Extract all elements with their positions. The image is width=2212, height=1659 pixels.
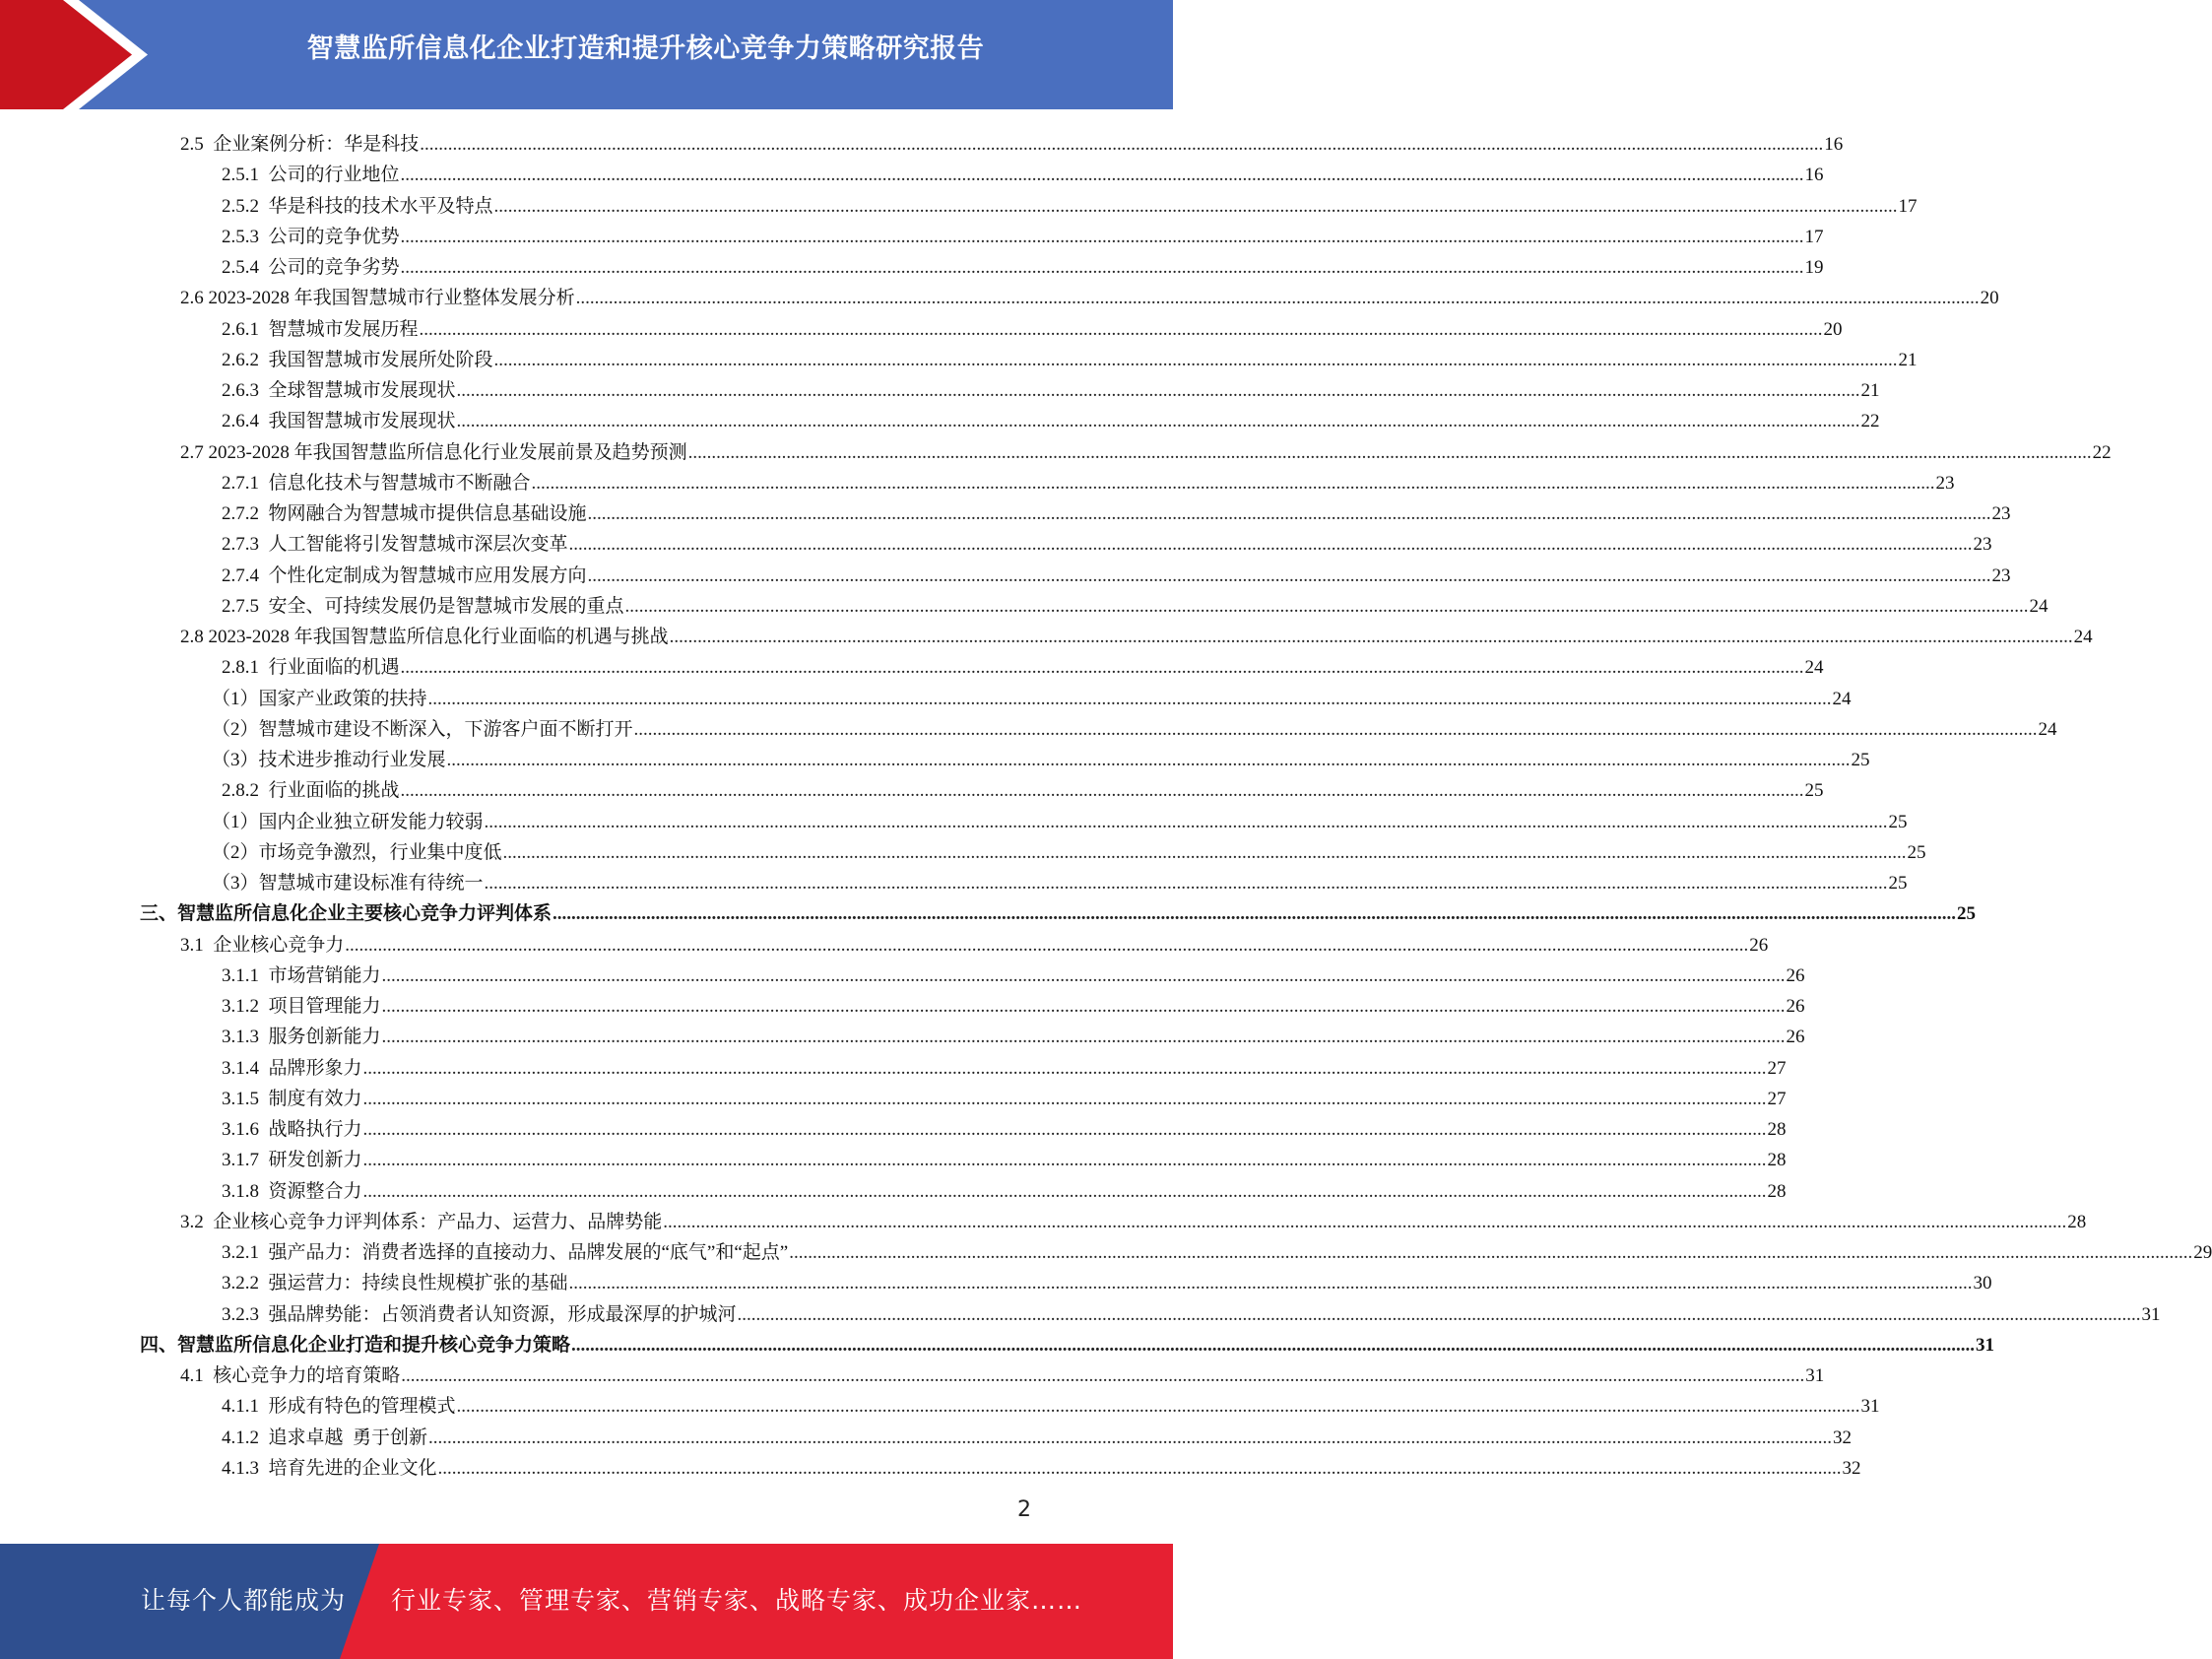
toc-entry-page: 24	[2038, 719, 2057, 740]
toc-entry-page: 16	[1804, 165, 1824, 185]
toc-entry-label: 2.6.1 智慧城市发展历程	[222, 319, 419, 340]
toc-leader-dots: ............................................................................................................................................................................................................................................................................................................	[428, 1427, 1833, 1448]
toc-entry-page: 32	[1842, 1458, 1861, 1479]
toc-entry[interactable]	[222, 1080, 1787, 1110]
toc-leader-dots: ............................................................................................................................................................................................................................................................................................................	[669, 627, 2073, 647]
toc-entry-label: 3.1 企业核心竞争力	[180, 935, 345, 956]
toc-leader-dots: ............................................................................................................................................................................................................................................................................................................	[401, 1365, 1805, 1386]
toc-leader-dots: ............................................................................................................................................................................................................................................................................................................	[687, 442, 2092, 463]
toc-leader-dots: ............................................................................................................................................................................................................................................................................................................	[427, 689, 1832, 709]
toc-entry-label: 3.1.3 服务创新能力	[222, 1027, 381, 1047]
toc-entry-page: 19	[1804, 257, 1824, 278]
toc-entry-page: 20	[1980, 288, 1999, 308]
toc-leader-dots: ............................................................................................................................................................................................................................................................................................................	[420, 134, 1824, 155]
toc-entry[interactable]	[222, 1172, 1787, 1203]
toc-entry-page: 21	[1860, 380, 1880, 401]
toc-leader-dots: ............................................................................................................................................................................................................................................................................................................	[381, 996, 1786, 1017]
toc-entry[interactable]	[222, 464, 1955, 495]
toc-entry-label: 3.1.1 市场营销能力	[222, 965, 381, 986]
toc-entry[interactable]	[222, 525, 1992, 556]
toc-entry[interactable]	[212, 710, 2057, 741]
toc-entry-label: 2.7.3 人工智能将引发智慧城市深层次变革	[222, 534, 568, 555]
toc-entry-label: 2.7.4 个性化定制成为智慧城市应用发展方向	[222, 565, 587, 586]
toc-entry[interactable]	[212, 864, 1908, 895]
toc-entry[interactable]	[222, 218, 1824, 248]
toc-entry-page: 27	[1767, 1058, 1787, 1079]
toc-leader-dots: ............................................................................................................................................................................................................................................................................................................	[587, 503, 1991, 524]
toc-entry[interactable]	[212, 741, 1870, 771]
toc-entry[interactable]	[222, 1449, 1861, 1480]
toc-entry-label: 3.2.1 强产品力：消费者选择的直接动力、品牌发展的“底气”和“起点”	[222, 1242, 789, 1263]
toc-entry-page: 31	[1976, 1335, 1995, 1356]
toc-entry-label: 3.1.7 研发创新力	[222, 1150, 362, 1170]
toc-entry-label: （2）智慧城市建设不断深入，下游客户面不断打开	[212, 719, 633, 740]
toc-leader-dots: ............................................................................................................................................................................................................................................................................................................	[400, 657, 1804, 678]
toc-entry-label: 三、智慧监所信息化企业主要核心竞争力评判体系	[140, 903, 553, 924]
toc-leader-dots: ............................................................................................................................................................................................................................................................................................................	[362, 1089, 1767, 1109]
toc-leader-dots: ............................................................................................................................................................................................................................................................................................................	[568, 1273, 1973, 1294]
toc-entry[interactable]	[222, 156, 1824, 186]
toc-entry-page: 22	[2092, 442, 2112, 463]
toc-leader-dots: ............................................................................................................................................................................................................................................................................................................	[737, 1304, 2141, 1325]
toc-entry[interactable]	[180, 279, 1999, 309]
toc-leader-dots: ............................................................................................................................................................................................................................................................................................................	[663, 1212, 2067, 1232]
toc-entry-page: 23	[1991, 565, 2011, 586]
toc-entry-page: 25	[1804, 780, 1824, 801]
toc-leader-dots: ............................................................................................................................................................................................................................................................................................................	[362, 1058, 1767, 1079]
toc-entry[interactable]	[222, 310, 1843, 341]
toc-entry-label: 2.7.2 物网融合为智慧城市提供信息基础设施	[222, 503, 587, 524]
toc-leader-dots: ............................................................................................................................................................................................................................................................................................................	[493, 350, 1898, 370]
toc-entry-label: 4.1.3 培育先进的企业文化	[222, 1458, 437, 1479]
toc-leader-dots: ............................................................................................................................................................................................................................................................................................................	[381, 965, 1786, 986]
toc-entry[interactable]	[212, 680, 1852, 710]
toc-entry-label: 2.5.1 公司的行业地位	[222, 165, 400, 185]
toc-entry[interactable]	[222, 1387, 1880, 1418]
toc-entry-page: 17	[1804, 227, 1824, 247]
toc-entry-page: 25	[1888, 812, 1908, 832]
toc-entry-page: 25	[1888, 873, 1908, 894]
toc-entry-label: 2.6.3 全球智慧城市发展现状	[222, 380, 456, 401]
footer-slogan-right: 行业专家、管理专家、营销专家、战略专家、成功企业家……	[391, 1586, 1083, 1615]
toc-entry[interactable]	[222, 771, 1824, 802]
toc-entry[interactable]	[180, 433, 2112, 464]
toc-entry-label: （3）技术进步推动行业发展	[212, 750, 446, 770]
toc-entry-page: 24	[1804, 657, 1824, 678]
toc-entry-page: 22	[1860, 411, 1880, 431]
toc-entry-page: 16	[1824, 134, 1844, 155]
toc-entry-label: 3.1.5 制度有效力	[222, 1089, 362, 1109]
toc-entry-label: 2.7.5 安全、可持续发展仍是智慧城市发展的重点	[222, 596, 624, 617]
toc-entry-page: 23	[1991, 503, 2011, 524]
toc-leader-dots: ............................................................................................................................................................................................................................................................................................................	[484, 812, 1888, 832]
toc-entry-page: 24	[2073, 627, 2093, 647]
toc-entry-page: 26	[1786, 996, 1805, 1017]
toc-leader-dots: ............................................................................................................................................................................................................................................................................................................	[789, 1242, 2193, 1263]
toc-leader-dots: ............................................................................................................................................................................................................................................................................................................	[484, 873, 1888, 894]
toc-leader-dots: ............................................................................................................................................................................................................................................................................................................	[493, 196, 1898, 217]
toc-entry-label: （3）智慧城市建设标准有待统一	[212, 873, 484, 894]
toc-entry[interactable]	[222, 648, 1824, 679]
toc-entry-page: 26	[1749, 935, 1769, 956]
toc-entry[interactable]	[180, 1357, 1825, 1387]
toc-leader-dots: ............................................................................................................................................................................................................................................................................................................	[575, 288, 1980, 308]
toc-entry-label: （2）市场竞争激烈，行业集中度低	[212, 842, 502, 863]
toc-entry-page: 25	[1957, 903, 1977, 924]
report-title: 智慧监所信息化企业打造和提升核心竞争力策略研究报告	[306, 33, 985, 64]
toc-entry-page: 31	[1860, 1396, 1880, 1417]
toc-leader-dots: ............................................................................................................................................................................................................................................................................................................	[456, 411, 1860, 431]
toc-entry-label: （1）国内企业独立研发能力较弱	[212, 812, 484, 832]
toc-leader-dots: ............................................................................................................................................................................................................................................................................................................	[446, 750, 1851, 770]
toc-entry-label: 3.2 企业核心竞争力评判体系：产品力、运营力、品牌势能	[180, 1212, 663, 1232]
toc-entry-page: 32	[1833, 1427, 1853, 1448]
toc-entry[interactable]	[222, 1141, 1787, 1171]
toc-entry[interactable]	[222, 341, 1918, 371]
toc-leader-dots: ............................................................................................................................................................................................................................................................................................................	[345, 935, 1749, 956]
toc-entry[interactable]	[180, 618, 2093, 648]
toc-entry-label: 2.5.3 公司的竞争优势	[222, 227, 400, 247]
toc-entry-label: 2.5 企业案例分析：华是科技	[180, 134, 420, 155]
toc-entry[interactable]	[222, 1233, 2212, 1264]
toc-entry[interactable]	[212, 833, 1926, 864]
toc-entry-page: 31	[2141, 1304, 2161, 1325]
toc-entry-page: 28	[1767, 1150, 1787, 1170]
toc-leader-dots: ............................................................................................................................................................................................................................................................................................................	[437, 1458, 1842, 1479]
toc-leader-dots: ............................................................................................................................................................................................................................................................................................................	[419, 319, 1823, 340]
toc-entry-page: 31	[1805, 1365, 1825, 1386]
toc-entry-label: 3.1.6 战略执行力	[222, 1119, 362, 1140]
toc-leader-dots: ............................................................................................................................................................................................................................................................................................................	[553, 903, 1957, 924]
header-chevron-icon	[0, 0, 167, 109]
toc-entry[interactable]	[222, 987, 1805, 1018]
toc-entry-label: 3.1.4 品牌形象力	[222, 1058, 362, 1079]
toc-entry-page: 29	[2193, 1242, 2212, 1263]
toc-entry-label: 2.5.4 公司的竞争劣势	[222, 257, 400, 278]
toc-entry-label: 4.1.2 追求卓越 勇于创新	[222, 1427, 428, 1448]
toc-leader-dots: ............................................................................................................................................................................................................................................................................................................	[400, 165, 1804, 185]
toc-entry-page: 24	[2029, 596, 2049, 617]
toc-leader-dots: ............................................................................................................................................................................................................................................................................................................	[456, 380, 1860, 401]
page-number: 2	[1017, 1497, 1031, 1522]
toc-entry-label: 2.8.2 行业面临的挑战	[222, 780, 400, 801]
toc-entry[interactable]	[180, 926, 1769, 957]
toc-entry-page: 26	[1786, 1027, 1805, 1047]
toc-entry[interactable]	[140, 895, 1977, 925]
toc-entry-page: 30	[1973, 1273, 1992, 1294]
toc-leader-dots: ............................................................................................................................................................................................................................................................................................................	[400, 257, 1804, 278]
toc-entry-page: 27	[1767, 1089, 1787, 1109]
toc-leader-dots: ............................................................................................................................................................................................................................................................................................................	[624, 596, 2029, 617]
toc-entry-label: 2.8.1 行业面临的机遇	[222, 657, 400, 678]
toc-entry-label: 3.2.3 强品牌势能：占领消费者认知资源，形成最深厚的护城河	[222, 1304, 737, 1325]
toc-entry-page: 17	[1898, 196, 1918, 217]
toc-leader-dots: ............................................................................................................................................................................................................................................................................................................	[362, 1150, 1767, 1170]
toc-entry-page: 26	[1786, 965, 1805, 986]
toc-entry-label: 2.6.2 我国智慧城市发展所处阶段	[222, 350, 493, 370]
toc-entry[interactable]	[222, 402, 1880, 432]
toc-leader-dots: ............................................................................................................................................................................................................................................................................................................	[571, 1335, 1976, 1356]
toc-entry[interactable]	[180, 1203, 2087, 1233]
toc-entry[interactable]	[222, 957, 1805, 987]
toc-entry-page: 28	[2067, 1212, 2087, 1232]
toc-entry-page: 28	[1767, 1181, 1787, 1202]
toc-entry-label: 四、智慧监所信息化企业打造和提升核心竞争力策略	[140, 1335, 571, 1356]
toc-entry[interactable]	[212, 803, 1908, 833]
toc-entry[interactable]	[222, 1419, 1853, 1449]
toc-leader-dots: ............................................................................................................................................................................................................................................................................................................	[568, 534, 1973, 555]
toc-leader-dots: ............................................................................................................................................................................................................................................................................................................	[502, 842, 1907, 863]
toc-entry-label: 2.8 2023-2028 年我国智慧监所信息化行业面临的机遇与挑战	[180, 627, 669, 647]
toc-entry[interactable]	[222, 1295, 2161, 1326]
toc-entry-page: 20	[1823, 319, 1843, 340]
page-footer	[0, 1544, 1173, 1659]
toc-entry[interactable]	[222, 587, 2049, 618]
toc-entry-page: 24	[1832, 689, 1852, 709]
toc-entry-label: 2.6.4 我国智慧城市发展现状	[222, 411, 456, 431]
toc-entry-page: 28	[1767, 1119, 1787, 1140]
toc-entry[interactable]	[222, 557, 2011, 587]
toc-entry[interactable]	[222, 1264, 1992, 1294]
toc-entry[interactable]	[222, 371, 1880, 402]
toc-entry[interactable]	[222, 1018, 1805, 1048]
toc-entry-page: 23	[1935, 473, 1955, 494]
toc-leader-dots: ............................................................................................................................................................................................................................................................................................................	[362, 1119, 1767, 1140]
toc-entry[interactable]	[222, 1110, 1787, 1141]
toc-leader-dots: ............................................................................................................................................................................................................................................................................................................	[587, 565, 1991, 586]
toc-entry[interactable]	[222, 1049, 1787, 1080]
footer-slogan-left: 让每个人都能成为	[141, 1586, 347, 1615]
toc-entry-page: 23	[1973, 534, 1992, 555]
toc-entry-page: 25	[1907, 842, 1926, 863]
page-header	[0, 0, 1173, 109]
toc-entry-page: 21	[1898, 350, 1918, 370]
toc-entry-label: 2.5.2 华是科技的技术水平及特点	[222, 196, 493, 217]
toc-entry-label: 4.1.1 形成有特色的管理模式	[222, 1396, 456, 1417]
toc-leader-dots: ............................................................................................................................................................................................................................................................................................................	[400, 780, 1804, 801]
toc-entry-label: 2.7 2023-2028 年我国智慧监所信息化行业发展前景及趋势预测	[180, 442, 687, 463]
toc-leader-dots: ............................................................................................................................................................................................................................................................................................................	[456, 1396, 1860, 1417]
toc-entry-label: 3.2.2 强运营力：持续良性规模扩张的基础	[222, 1273, 568, 1294]
toc-entry[interactable]	[222, 248, 1824, 279]
toc-entry[interactable]	[180, 125, 1844, 156]
toc-entry-label: 2.6 2023-2028 年我国智慧城市行业整体发展分析	[180, 288, 575, 308]
toc-leader-dots: ............................................................................................................................................................................................................................................................................................................	[362, 1181, 1767, 1202]
toc-leader-dots: ............................................................................................................................................................................................................................................................................................................	[400, 227, 1804, 247]
chevron-red-shape	[0, 0, 132, 109]
toc-entry-label: （1）国家产业政策的扶持	[212, 689, 427, 709]
toc-entry[interactable]	[140, 1326, 1995, 1357]
toc-entry-page: 25	[1851, 750, 1870, 770]
toc-entry-label: 3.1.8 资源整合力	[222, 1181, 362, 1202]
toc-leader-dots: ............................................................................................................................................................................................................................................................................................................	[633, 719, 2038, 740]
toc-entry[interactable]	[222, 495, 2011, 525]
toc-leader-dots: ............................................................................................................................................................................................................................................................................................................	[531, 473, 1935, 494]
toc-entry[interactable]	[222, 187, 1918, 218]
toc-entry-label: 2.7.1 信息化技术与智慧城市不断融合	[222, 473, 531, 494]
toc-leader-dots: ............................................................................................................................................................................................................................................................................................................	[381, 1027, 1786, 1047]
toc-entry-label: 4.1 核心竞争力的培育策略	[180, 1365, 401, 1386]
toc-entry-label: 3.1.2 项目管理能力	[222, 996, 381, 1017]
